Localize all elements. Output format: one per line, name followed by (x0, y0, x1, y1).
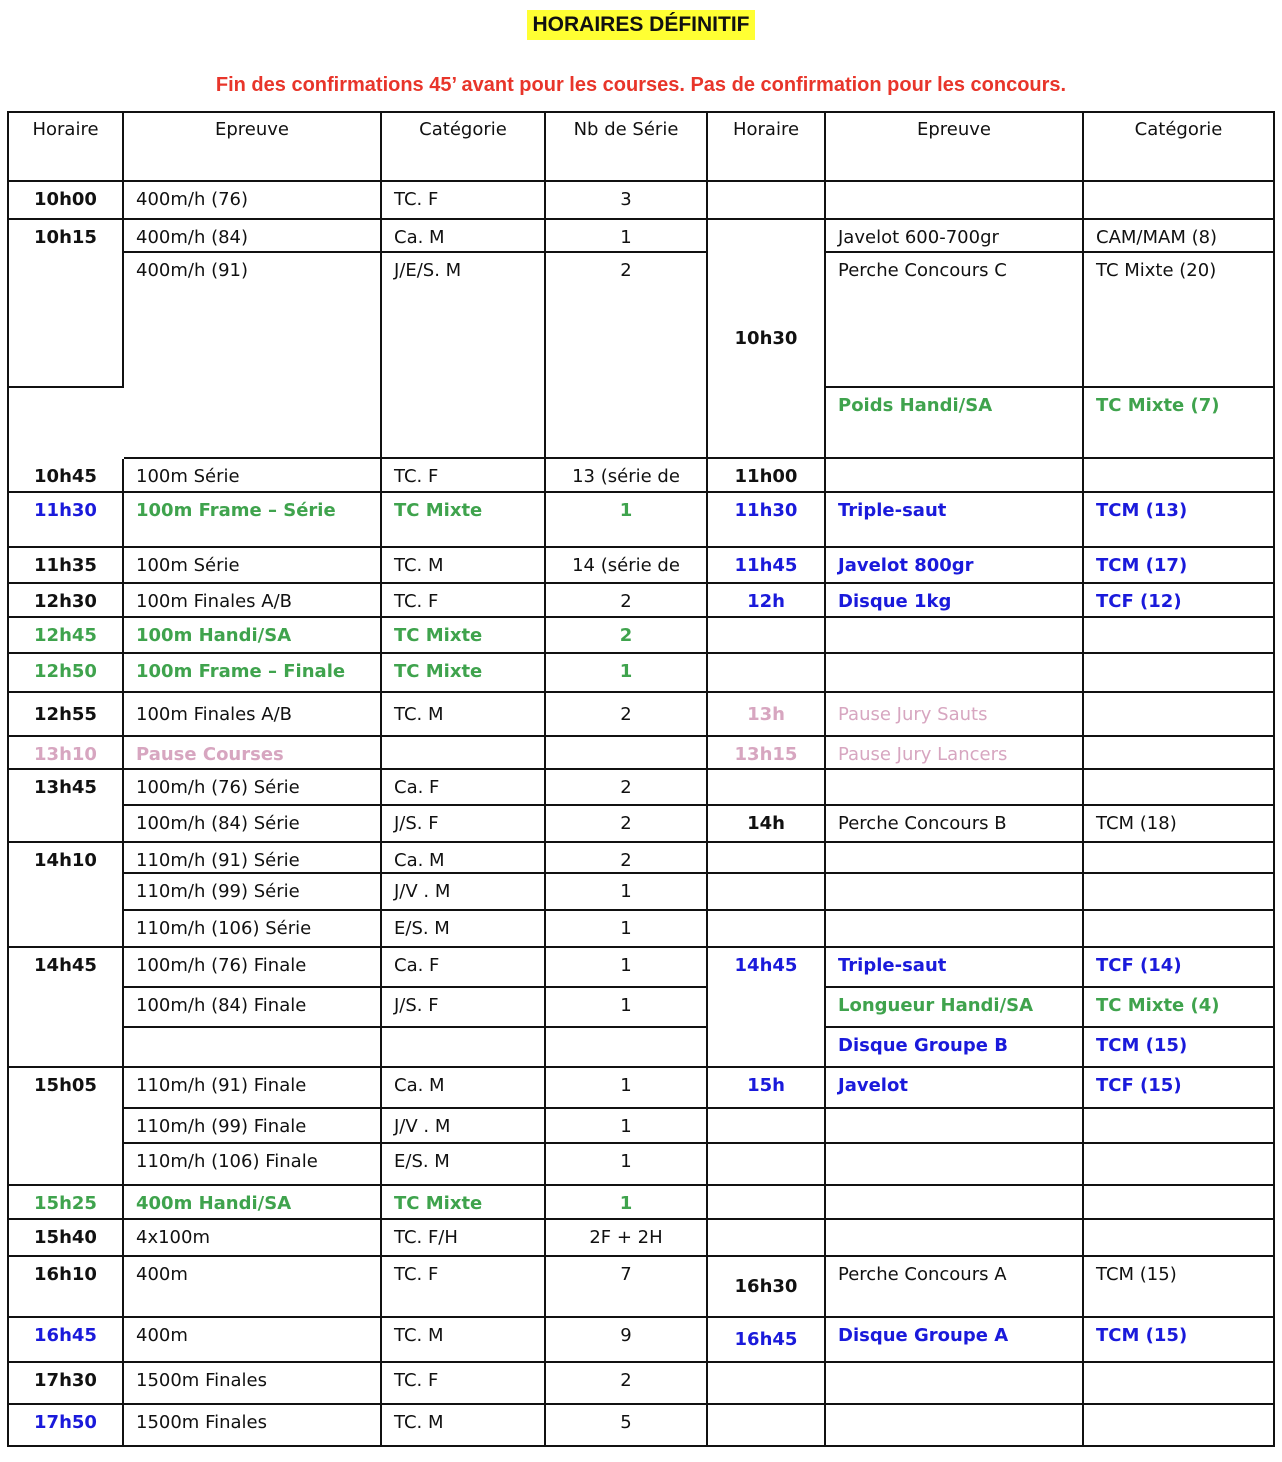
empty-cell (826, 911, 1084, 948)
concours-epreuve: Disque Groupe B (826, 1028, 1084, 1068)
course-categorie: Ca. F (382, 770, 546, 806)
concours-categorie (1084, 459, 1275, 493)
concours-time: 16h45 (708, 1318, 826, 1363)
header-epreuve: Epreuve (124, 113, 382, 182)
empty-cell (826, 1144, 1084, 1186)
schedule-table (7, 111, 1275, 1365)
course-categorie: TC. F (382, 584, 546, 618)
course-nb-serie: 1 (546, 1144, 708, 1186)
course-nb-serie: 2 (546, 584, 708, 618)
course-categorie: J/V . M (382, 1109, 546, 1144)
concours-epreuve: Triple-saut (826, 948, 1084, 988)
course-categorie: TC. M (382, 548, 546, 584)
header-horaire-concours: Horaire (708, 113, 826, 182)
empty-cell (1084, 1405, 1275, 1447)
course-epreuve: 100m Série (124, 548, 382, 584)
concours-categorie: TC Mixte (4) (1084, 988, 1275, 1028)
course-epreuve: 110m/h (106) Finale (124, 1144, 382, 1186)
course-categorie: Ca. M (382, 843, 546, 874)
course-time: 12h50 (9, 654, 124, 693)
empty-cell (1084, 1109, 1275, 1144)
course-nb-serie: 2 (546, 843, 708, 874)
course-nb-serie: 2F + 2H (546, 1220, 708, 1257)
course-epreuve: 100m Finales A/B (124, 693, 382, 737)
confirmation-notice: Fin des confirmations 45’ avant pour les courses. Pas de confirmation pour les concours. (215, 74, 1067, 96)
concours-epreuve: Disque Groupe A (826, 1318, 1084, 1363)
concours-categorie (1084, 737, 1275, 770)
empty-cell (708, 843, 826, 874)
empty-cell (708, 1109, 826, 1144)
empty-cell (708, 1405, 826, 1447)
concours-time: 11h30 (708, 493, 826, 548)
course-epreuve: 400m (124, 1257, 382, 1318)
course-categorie: J/V . M (382, 874, 546, 911)
course-categorie: TC. F (382, 459, 546, 493)
course-categorie: TC Mixte (382, 654, 546, 693)
course-epreuve: 400m/h (84) (124, 220, 382, 253)
concours-categorie: TCF (12) (1084, 584, 1275, 618)
concours-categorie: TCM (17) (1084, 548, 1275, 584)
course-time: 10h15 (9, 220, 124, 388)
concours-categorie (1084, 693, 1275, 737)
concours-categorie: TCM (15) (1084, 1257, 1275, 1318)
course-categorie: E/S. M (382, 1144, 546, 1186)
empty-cell (826, 874, 1084, 911)
course-epreuve: 400m/h (76) (124, 182, 382, 220)
course-epreuve: 100m Série (124, 459, 382, 493)
course-epreuve (124, 1028, 382, 1068)
empty-cell (708, 654, 826, 693)
course-nb-serie: 1 (546, 1068, 708, 1109)
concours-categorie: TC Mixte (20) (1084, 253, 1275, 388)
concours-epreuve: Javelot 800gr (826, 548, 1084, 584)
concours-categorie: TCM (13) (1084, 493, 1275, 548)
course-epreuve: 100m Frame – Finale (124, 654, 382, 693)
course-nb-serie: 1 (546, 874, 708, 911)
course-categorie: J/E/S. M (382, 253, 546, 459)
course-nb-serie: 1 (546, 988, 708, 1028)
course-categorie: TC. F (382, 182, 546, 220)
course-epreuve: 110m/h (106) Série (124, 911, 382, 948)
course-categorie: E/S. M (382, 911, 546, 948)
course-nb-serie: 13 (série de (546, 459, 708, 493)
course-epreuve: 1500m Finales (124, 1405, 382, 1447)
concours-time: 12h (708, 584, 826, 618)
concours-epreuve: Perche Concours C (826, 253, 1084, 388)
course-categorie: TC. F (382, 1363, 546, 1405)
course-nb-serie: 14 (série de (546, 548, 708, 584)
empty-cell (826, 1186, 1084, 1220)
empty-cell (708, 1186, 826, 1220)
empty-cell (708, 1363, 826, 1405)
course-time: 13h45 (9, 770, 124, 843)
header-epreuve-concours: Epreuve (826, 113, 1084, 182)
concours-epreuve: Longueur Handi/SA (826, 988, 1084, 1028)
course-nb-serie: 2 (546, 618, 708, 654)
concours-categorie: TCM (15) (1084, 1318, 1275, 1363)
course-categorie (382, 1028, 546, 1068)
course-time: 10h45 (9, 459, 124, 493)
concours-epreuve (826, 459, 1084, 493)
empty-cell (1084, 843, 1275, 874)
course-nb-serie: 9 (546, 1318, 708, 1363)
empty-cell (1084, 1363, 1275, 1405)
course-time: 11h35 (9, 548, 124, 584)
concours-time: 13h (708, 693, 826, 737)
concours-time: 11h45 (708, 548, 826, 584)
concours-time: 10h30 (708, 220, 826, 459)
concours-time: 16h30 (708, 1257, 826, 1318)
schedule-table-end (7, 1363, 1275, 1447)
empty-cell (708, 1220, 826, 1257)
course-time: 14h45 (9, 948, 124, 1068)
empty-cell (1084, 1144, 1275, 1186)
course-categorie: TC Mixte (382, 618, 546, 654)
empty-cell (826, 1405, 1084, 1447)
empty-cell (708, 618, 826, 654)
header-nb-serie: Nb de Série (546, 113, 708, 182)
concours-categorie: TCM (15) (1084, 1028, 1275, 1068)
course-epreuve: 100m/h (84) Série (124, 806, 382, 843)
course-epreuve: 100m Frame – Série (124, 493, 382, 548)
course-nb-serie: 1 (546, 948, 708, 988)
empty-cell (1084, 182, 1275, 220)
concours-epreuve: Poids Handi/SA (826, 388, 1084, 459)
empty-cell (826, 182, 1084, 220)
course-nb-serie (546, 737, 708, 770)
concours-epreuve: Pause Jury Lancers (826, 737, 1084, 770)
concours-epreuve: Disque 1kg (826, 584, 1084, 618)
course-categorie: TC Mixte (382, 493, 546, 548)
empty-cell (826, 770, 1084, 806)
concours-categorie: TC Mixte (7) (1084, 388, 1275, 459)
concours-epreuve: Triple-saut (826, 493, 1084, 548)
empty-cell (1084, 911, 1275, 948)
concours-categorie: TCF (14) (1084, 948, 1275, 988)
course-time: 17h30 (9, 1363, 124, 1405)
concours-categorie: TCF (15) (1084, 1068, 1275, 1109)
course-nb-serie: 1 (546, 220, 708, 253)
course-epreuve: 110m/h (91) Série (124, 843, 382, 874)
course-categorie: TC. F/H (382, 1220, 546, 1257)
course-categorie: Ca. M (382, 1068, 546, 1109)
concours-time: 13h15 (708, 737, 826, 770)
course-time: 12h55 (9, 693, 124, 737)
header-categorie: Catégorie (382, 113, 546, 182)
empty-cell (826, 1109, 1084, 1144)
course-categorie: TC. M (382, 693, 546, 737)
empty-cell (1084, 874, 1275, 911)
course-categorie: J/S. F (382, 988, 546, 1028)
course-categorie: TC. F (382, 1257, 546, 1318)
course-time: 10h00 (9, 182, 124, 220)
course-categorie: Ca. F (382, 948, 546, 988)
concours-time: 14h (708, 806, 826, 843)
empty-cell (708, 770, 826, 806)
course-nb-serie: 2 (546, 806, 708, 843)
course-time: 11h30 (9, 493, 124, 548)
empty-cell (826, 843, 1084, 874)
header-horaire: Horaire (9, 113, 124, 182)
concours-epreuve: Pause Jury Sauts (826, 693, 1084, 737)
course-time: 14h10 (9, 843, 124, 948)
course-nb-serie: 3 (546, 182, 708, 220)
concours-categorie: CAM/MAM (8) (1084, 220, 1275, 253)
course-epreuve: 110m/h (99) Finale (124, 1109, 382, 1144)
concours-categorie: TCM (18) (1084, 806, 1275, 843)
course-epreuve: 110m/h (99) Série (124, 874, 382, 911)
course-nb-serie: 2 (546, 1363, 708, 1405)
empty-cell (1084, 1220, 1275, 1257)
course-nb-serie: 5 (546, 1405, 708, 1447)
course-categorie: J/S. F (382, 806, 546, 843)
course-epreuve: Pause Courses (124, 737, 382, 770)
course-time: 12h45 (9, 618, 124, 654)
course-epreuve: 100m Handi/SA (124, 618, 382, 654)
course-epreuve: 400m (124, 1318, 382, 1363)
course-nb-serie: 1 (546, 1109, 708, 1144)
empty-cell (708, 874, 826, 911)
course-categorie: TC Mixte (382, 1186, 546, 1220)
course-nb-serie: 1 (546, 493, 708, 548)
course-time: 17h50 (9, 1405, 124, 1447)
course-time: 16h45 (9, 1318, 124, 1363)
empty-cell (708, 1144, 826, 1186)
course-nb-serie: 2 (546, 693, 708, 737)
concours-epreuve: Javelot (826, 1068, 1084, 1109)
empty-cell (826, 1220, 1084, 1257)
concours-epreuve: Perche Concours A (826, 1257, 1084, 1318)
header-categorie-concours: Catégorie (1084, 113, 1275, 182)
course-time: 12h30 (9, 584, 124, 618)
course-epreuve: 100m Finales A/B (124, 584, 382, 618)
course-time: 16h10 (9, 1257, 124, 1318)
course-nb-serie: 2 (546, 770, 708, 806)
course-epreuve: 4x100m (124, 1220, 382, 1257)
course-nb-serie: 1 (546, 1186, 708, 1220)
concours-time: 11h00 (708, 459, 826, 493)
course-nb-serie: 2 (546, 253, 708, 459)
concours-time: 14h45 (708, 948, 826, 1068)
empty-cell (1084, 1186, 1275, 1220)
course-epreuve: 1500m Finales (124, 1363, 382, 1405)
course-categorie: Ca. M (382, 220, 546, 253)
concours-epreuve: Javelot 600-700gr (826, 220, 1084, 253)
course-epreuve: 100m/h (84) Finale (124, 988, 382, 1028)
empty-cell (826, 618, 1084, 654)
page-title: HORAIRES DÉFINITIF (527, 10, 754, 40)
course-time: 13h10 (9, 737, 124, 770)
empty-cell (1084, 770, 1275, 806)
course-categorie: TC. M (382, 1318, 546, 1363)
course-categorie: TC. M (382, 1405, 546, 1447)
course-epreuve: 400m/h (91) (124, 253, 382, 459)
course-epreuve: 400m Handi/SA (124, 1186, 382, 1220)
course-nb-serie (546, 1028, 708, 1068)
course-epreuve: 100m/h (76) Finale (124, 948, 382, 988)
concours-time: 15h (708, 1068, 826, 1109)
empty-cell (708, 182, 826, 220)
course-time: 15h05 (9, 1068, 124, 1186)
empty-cell (1084, 618, 1275, 654)
course-categorie (382, 737, 546, 770)
course-epreuve: 100m/h (76) Série (124, 770, 382, 806)
course-nb-serie: 7 (546, 1257, 708, 1318)
empty-cell (708, 911, 826, 948)
course-epreuve: 110m/h (91) Finale (124, 1068, 382, 1109)
course-time: 15h40 (9, 1220, 124, 1257)
empty-cell (826, 1363, 1084, 1405)
course-nb-serie: 1 (546, 911, 708, 948)
course-nb-serie: 1 (546, 654, 708, 693)
empty-cell (1084, 654, 1275, 693)
concours-epreuve: Perche Concours B (826, 806, 1084, 843)
empty-cell (826, 654, 1084, 693)
course-time: 15h25 (9, 1186, 124, 1220)
